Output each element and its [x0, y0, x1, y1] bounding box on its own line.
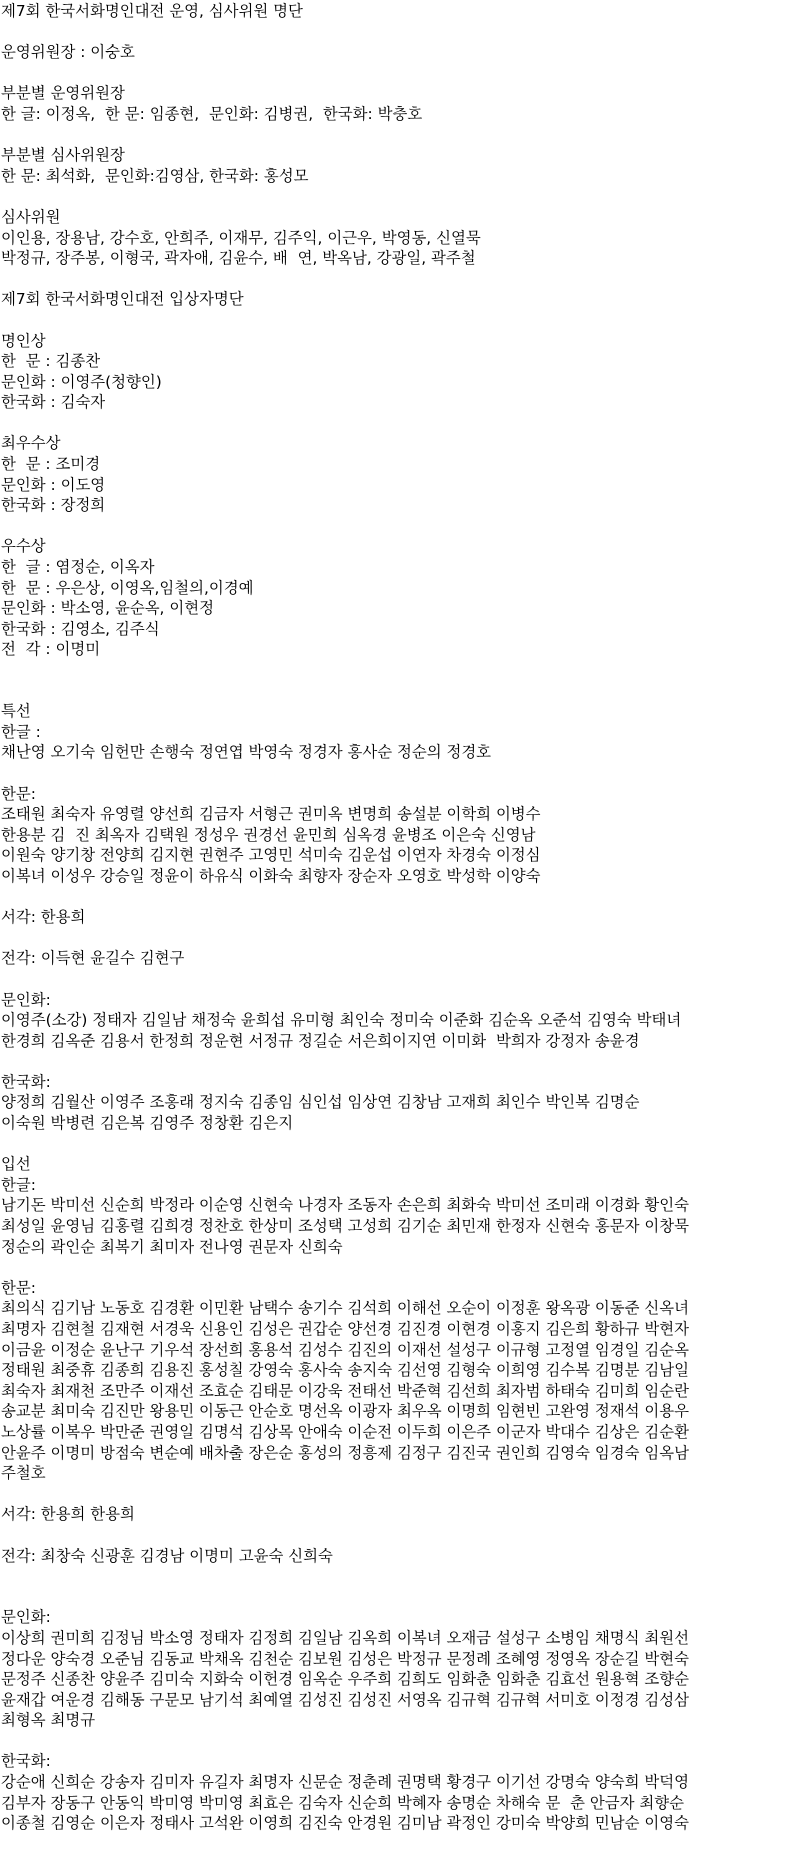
- blank-line: [1, 969, 800, 990]
- blank-line: [1, 186, 800, 207]
- text-line: 이인용, 장용남, 강수호, 안희주, 이재무, 김주익, 이근우, 박영동, 신열묵: [1, 228, 481, 247]
- text-line: 최의식 김기남 노동호 김경환 이민환 남택수 송기수 김석희 이해선 오순이 이정훈 왕옥광 이동준 신옥녀: [1, 1299, 690, 1318]
- text-line: 한글 :: [1, 722, 41, 741]
- text-line: 전 각 : 이명미: [1, 640, 101, 659]
- text-line: 문인화 : 박소영, 윤순옥, 이현정: [1, 599, 214, 618]
- text-line: 문인화:: [1, 990, 51, 1009]
- text-line: 한국화 : 김영소, 김주식: [1, 619, 160, 638]
- text-line: 이숙원 박병련 김은복 김영주 정창환 김은지: [1, 1114, 294, 1133]
- text-line: 남기돈 박미선 신순희 박정라 이순영 신현숙 나경자 조동자 손은희 최화숙 박미선 조미래 이경화 황인숙: [1, 1196, 690, 1215]
- blank-line: [1, 681, 800, 702]
- text-line: 한용분 김 진 최옥자 김택원 정성우 권경선 윤민희 심옥경 윤병조 이은숙 신영남: [1, 825, 536, 844]
- text-line: 서각: 한용희: [1, 908, 86, 927]
- text-line: 전각: 이득현 윤길수 김현구: [1, 949, 185, 968]
- blank-line: [1, 887, 800, 908]
- text-line: 문인화:: [1, 1608, 51, 1627]
- text-line: 주철호: [1, 1464, 46, 1483]
- text-line: 최형옥 최명규: [1, 1711, 96, 1730]
- blank-line: [1, 660, 800, 681]
- text-line: 강순애 신희순 강송자 김미자 유길자 최명자 신문순 정춘례 권명택 황경구 이기선 강명숙 양숙희 박덕영: [1, 1773, 690, 1792]
- text-line: 최성일 윤영님 김홍렬 김희경 정찬호 한상미 조성택 고성희 김기순 최민재 한정자 신현숙 홍문자 이창묵: [1, 1217, 690, 1236]
- text-line: 박정규, 장주봉, 이형국, 곽자애, 김윤수, 배 연, 박옥남, 강광일, 곽주철: [1, 249, 476, 268]
- text-line: 이종철 김영순 이은자 정태사 고석완 이영희 김진숙 안경원 김미남 곽정인 강미숙 박양희 민남순 이영숙: [1, 1814, 690, 1833]
- blank-line: [1, 1257, 800, 1278]
- text-line: 한문:: [1, 784, 36, 803]
- text-line: 부분별 운영위원장: [1, 84, 125, 103]
- text-line: 문인화 : 이도영: [1, 475, 106, 494]
- text-line: 양정희 김월산 이영주 조홍래 정지숙 김종임 심인섭 임상연 김창남 고재희 최인수 박인복 김명순: [1, 1093, 640, 1112]
- blank-line: [1, 310, 800, 331]
- text-line: 최숙자 최재천 조만주 이재선 조효순 김태문 이강욱 전태선 박준혁 김선희 최자범 하태숙 김미희 임순란: [1, 1381, 690, 1400]
- text-line: 한문:: [1, 1278, 36, 1297]
- text-line: 한 문 : 우은상, 이영옥,임철의,이경예: [1, 578, 254, 597]
- text-line: 이복녀 이성우 강승일 정윤이 하유식 이화숙 최향자 장순자 오영호 박성학 이양숙: [1, 866, 541, 885]
- text-line: 노상률 이복우 박만준 권영일 김명석 김상목 안애숙 이순전 이두희 이은주 이군자 박대수 김상은 김순환: [1, 1422, 690, 1441]
- text-line: 한경희 김옥준 김용서 한정희 정운현 서정규 정길순 서은희이지연 이미화 박희자 강정자 송윤경: [1, 1031, 640, 1050]
- text-line: 입선: [1, 1155, 31, 1174]
- text-line: 한 글 : 염정순, 이옥자: [1, 558, 155, 577]
- text-line: 이원숙 양기창 전양희 김지현 권현주 고영민 석미숙 김운섭 이연자 차경숙 이정심: [1, 846, 541, 865]
- text-line: 한국화 : 김숙자: [1, 393, 106, 412]
- text-line: 한 문 : 조미경: [1, 455, 101, 474]
- text-line: 제7회 한국서화명인대전 운영, 심사위원 명단: [1, 2, 303, 20]
- text-line: 서각: 한용희 한용희: [1, 1505, 135, 1524]
- text-line: 채난영 오기숙 임헌만 손행숙 정연엽 박영숙 정경자 홍사순 정순의 정경호: [1, 743, 492, 762]
- blank-line: [1, 413, 800, 434]
- text-line: 조태원 최숙자 유영렬 양선희 김금자 서형근 권미옥 변명희 송설분 이학희 이병수: [1, 805, 541, 824]
- text-line: 송교분 최미숙 김진만 왕용민 이동근 안순호 명선옥 이광자 최우옥 이명희 임현빈 고완영 정재석 이용우: [1, 1402, 690, 1421]
- text-line: 최명자 김현철 김재현 서경욱 신용인 김성은 권갑순 양선경 김진경 이현경 이홍지 김은희 황하규 박현자: [1, 1320, 690, 1338]
- blank-line: [1, 1484, 800, 1505]
- blank-line: [1, 269, 800, 290]
- blank-line: [1, 516, 800, 537]
- text-line: 정다운 양숙경 오준님 김동교 박채옥 김천순 김보원 김성은 박정규 문정례 조혜영 정영옥 장순길 박현숙: [1, 1649, 690, 1668]
- text-line: 한국화 : 장정희: [1, 496, 106, 515]
- blank-line: [1, 1587, 800, 1608]
- text-line: 이상희 권미희 김정님 박소영 정태자 김정희 김일남 김옥희 이복녀 오재금 설성구 소병임 채명식 최원선: [1, 1628, 690, 1647]
- text-line: 이영주(소강) 정태자 김일남 채정숙 윤희섭 유미형 최인숙 정미숙 이준화 김순옥 오준석 김영숙 박태녀: [1, 1011, 682, 1030]
- text-line: 제7회 한국서화명인대전 입상자명단: [1, 290, 244, 309]
- text-line: 부분별 심사위원장: [1, 146, 125, 165]
- text-line: 문인화 : 이영주(청향인): [1, 372, 162, 391]
- blank-line: [1, 22, 800, 43]
- text-line: 정순의 곽인순 최복기 최미자 전나영 권문자 신희숙: [1, 1237, 343, 1256]
- text-line: 정태원 최중휴 김종희 김용진 홍성칠 강영숙 홍사숙 송지숙 김선영 김형숙 이희영 김수복 김명분 김남일: [1, 1361, 690, 1380]
- text-line: 한글:: [1, 1175, 36, 1194]
- text-line: 우수상: [1, 537, 46, 556]
- text-line: 김부자 장동구 안동익 박미영 박미영 최효은 김숙자 신순희 박혜자 송명순 차해숙 문 춘 안금자 최향순: [1, 1793, 684, 1812]
- blank-line: [1, 1525, 800, 1546]
- text-line: 문정주 신종찬 양윤주 김미숙 지화숙 이헌경 임옥순 우주희 김희도 임화춘 임화춘 김효선 원용혁 조향순: [1, 1670, 690, 1689]
- blank-line: [1, 763, 800, 784]
- text-line: 특선: [1, 702, 31, 721]
- text-line: 한 문: 최석화, 문인화:김영삼, 한국화: 홍성모: [1, 166, 309, 185]
- text-line: 심사위원: [1, 207, 61, 226]
- blank-line: [1, 1051, 800, 1072]
- text-line: 한국화:: [1, 1752, 51, 1771]
- text-line: 최우수상: [1, 434, 61, 453]
- text-line: 운영위원장 : 이숭호: [1, 43, 135, 62]
- blank-line: [1, 63, 800, 84]
- text-line: 이금윤 이정순 윤난구 기우석 장선희 홍용석 김성수 김진의 이재선 설성구 이규형 고정열 임경일 김순옥: [1, 1340, 690, 1359]
- blank-line: [1, 928, 800, 949]
- blank-line: [1, 1134, 800, 1155]
- text-line: 윤재갑 여운경 김해동 구문모 남기석 최예열 김성진 김성진 서영옥 김규혁 김규혁 서미호 이정경 김성삼: [1, 1690, 690, 1709]
- blank-line: [1, 1566, 800, 1587]
- blank-line: [1, 1731, 800, 1752]
- text-line: 안윤주 이명미 방점숙 변순예 배차출 장은순 홍성의 정흥제 김정구 김진국 권인희 김영숙 임경숙 임옥남: [1, 1443, 690, 1462]
- text-line: 한 글: 이정옥, 한 문: 임종현, 문인화: 김병권, 한국화: 박충호: [1, 104, 423, 123]
- text-line: 한 문 : 김종찬: [1, 352, 101, 371]
- text-line: 명인상: [1, 331, 46, 350]
- blank-line: [1, 125, 800, 146]
- text-line: 한국화:: [1, 1072, 51, 1091]
- text-line: 전각: 최창숙 신광훈 김경남 이명미 고윤숙 신희숙: [1, 1546, 333, 1565]
